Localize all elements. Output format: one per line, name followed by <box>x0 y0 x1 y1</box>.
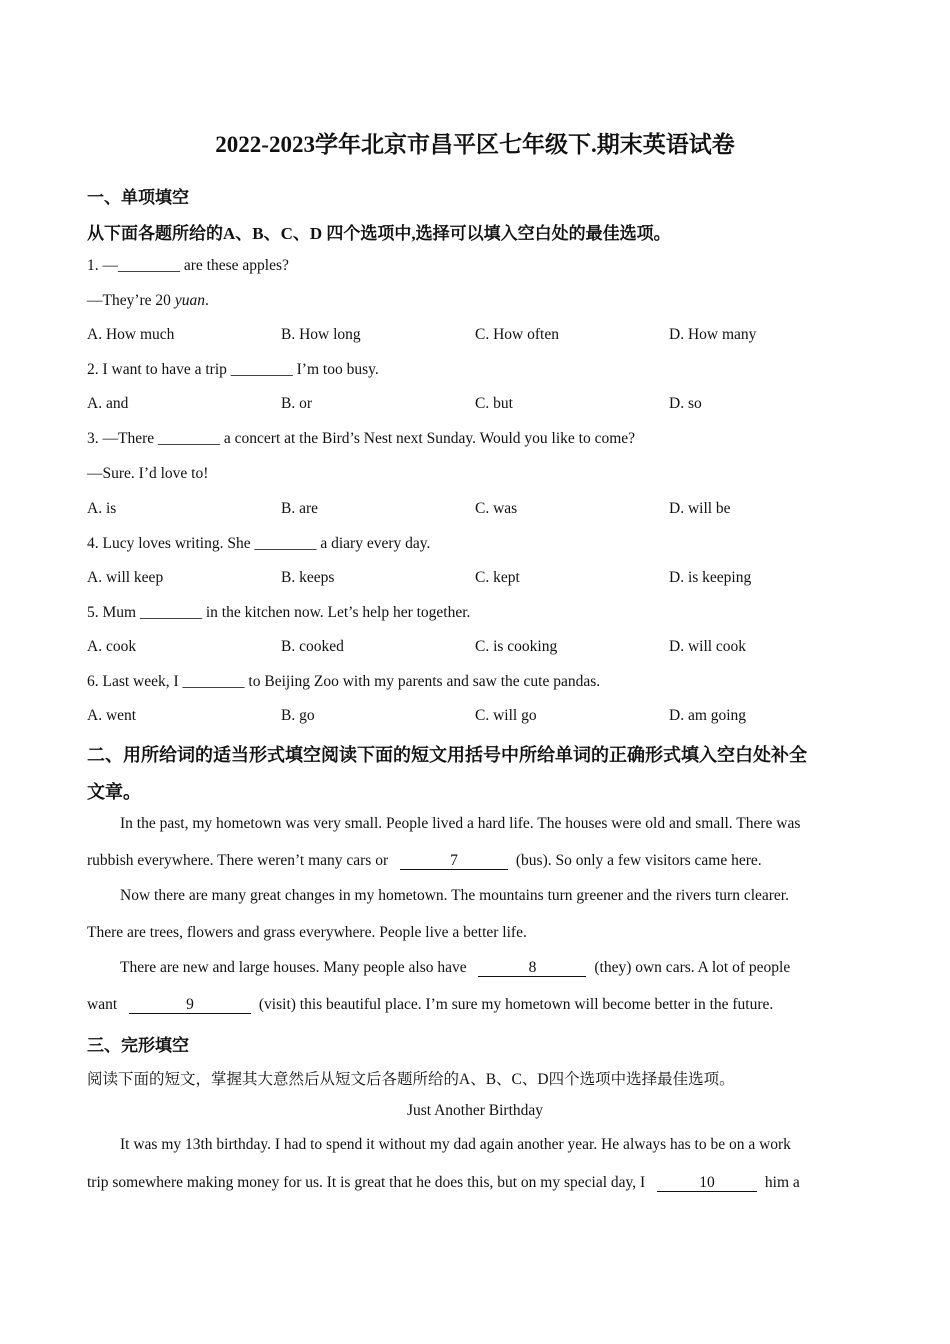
q5-option-c[interactable]: C. is cooking <box>475 638 558 655</box>
q3-option-a[interactable]: A. is <box>87 500 117 517</box>
q6-option-d[interactable]: D. am going <box>669 707 747 724</box>
section3-heading: 三、完形填空 <box>87 1036 189 1055</box>
q3-line2: —Sure. I’d love to! <box>87 465 209 482</box>
q1-line2-pre: —They’re 20 <box>87 292 175 309</box>
q3-option-c[interactable]: C. was <box>475 500 518 517</box>
q5-option-a[interactable]: A. cook <box>87 638 137 655</box>
q2-option-c[interactable]: C. but <box>475 395 513 412</box>
section3-instruction: 阅读下面的短文，掌握其大意然后从短文后各题所给的A、B、C、D四个选项中选择最佳选项。 <box>87 1071 735 1088</box>
section1-instruction: 从下面各题所给的A、B、C、D 四个选项中,选择可以填入空白处的最佳选项。 <box>87 224 671 243</box>
q1-option-b[interactable]: B. How long <box>281 326 361 343</box>
s2-p3-line1-post: (they) own cars. A lot of people <box>594 959 791 976</box>
q1-answer-line <box>87 292 209 310</box>
s2-p2-line1: Now there are many great changes in my hometown. The mountains turn greener and the rivers turn clearer. <box>120 887 789 904</box>
blank-10[interactable]: 10 <box>657 1175 757 1192</box>
q2-option-d[interactable]: D. so <box>669 395 702 412</box>
q4-option-c[interactable]: C. kept <box>475 569 520 586</box>
s2-p2-line2: There are trees, flowers and grass everywhere. People live a better life. <box>87 924 527 941</box>
q1-line2-post: . <box>204 292 209 309</box>
s2-p1-line2 <box>87 852 762 870</box>
section2-heading-line2: 文章。 <box>87 782 141 802</box>
section2-heading-line1: 二、用所给词的适当形式填空阅读下面的短文用括号中所给单词的正确形式填入空白处补全 <box>87 745 807 765</box>
s2-p1-line1: In the past, my hometown was very small. People lived a hard life. The houses were old and small. There was <box>120 815 801 832</box>
q3-option-d[interactable]: D. will be <box>669 500 731 517</box>
q4-option-a[interactable]: A. will keep <box>87 569 164 586</box>
page-title: 2022-2023学年北京市昌平区七年级下.期末英语试卷 <box>215 132 735 157</box>
s2-p1-line2-pre: rubbish everywhere. There weren’t many cars or <box>87 852 389 869</box>
q2-stem: 2. I want to have a trip ________ I’m too busy. <box>87 361 379 378</box>
blank-8[interactable]: 8 <box>478 960 586 977</box>
story-title: Just Another Birthday <box>406 1102 544 1119</box>
s2-p3-line2-pre: want <box>87 996 118 1013</box>
s2-p3-line2-post: (visit) this beautiful place. I’m sure my hometown will become better in the future. <box>258 996 774 1013</box>
q6-option-b[interactable]: B. go <box>281 707 315 724</box>
q5-option-d[interactable]: D. will cook <box>669 638 747 655</box>
q1-option-d[interactable]: D. How many <box>669 326 757 343</box>
s2-p3-line1-pre: There are new and large houses. Many people also have <box>120 959 467 976</box>
q2-option-b[interactable]: B. or <box>281 395 312 412</box>
q1-line2-em: yuan <box>174 292 205 309</box>
q2-option-a[interactable]: A. and <box>87 395 129 412</box>
q3-option-b[interactable]: B. are <box>281 500 319 517</box>
blank-7[interactable]: 7 <box>400 853 508 870</box>
s2-p3-line2 <box>87 996 773 1014</box>
q6-stem: 6. Last week, I ________ to Beijing Zoo with my parents and saw the cute pandas. <box>87 673 601 690</box>
s2-p3-line1 <box>120 959 790 977</box>
s2-p1-line2-post: (bus). So only a few visitors came here. <box>515 852 762 869</box>
s3-p1-line2-pre: trip somewhere making money for us. It is great that he does this, but on my special day, I <box>87 1174 646 1191</box>
q4-stem: 4. Lucy loves writing. She ________ a diary every day. <box>87 535 431 552</box>
q1-option-a[interactable]: A. How much <box>87 326 175 343</box>
s3-p1-line1: It was my 13th birthday. I had to spend it without my dad again another year. He always has to be on a work <box>120 1136 791 1153</box>
q4-option-b[interactable]: B. keeps <box>281 569 335 586</box>
section1-heading: 一、单项填空 <box>87 188 189 207</box>
q4-option-d[interactable]: D. is keeping <box>669 569 752 586</box>
q1-stem: 1. —________ are these apples? <box>87 257 289 274</box>
s3-p1-line2-post: him a <box>764 1174 800 1191</box>
q5-option-b[interactable]: B. cooked <box>281 638 344 655</box>
q1-option-c[interactable]: C. How often <box>475 326 559 343</box>
q6-option-a[interactable]: A. went <box>87 707 137 724</box>
s3-p1-line2 <box>87 1174 800 1192</box>
blank-9[interactable]: 9 <box>129 997 251 1014</box>
q6-option-c[interactable]: C. will go <box>475 707 537 724</box>
q3-stem: 3. —There ________ a concert at the Bird’s Nest next Sunday. Would you like to come? <box>87 430 636 447</box>
q5-stem: 5. Mum ________ in the kitchen now. Let’s help her together. <box>87 604 471 621</box>
